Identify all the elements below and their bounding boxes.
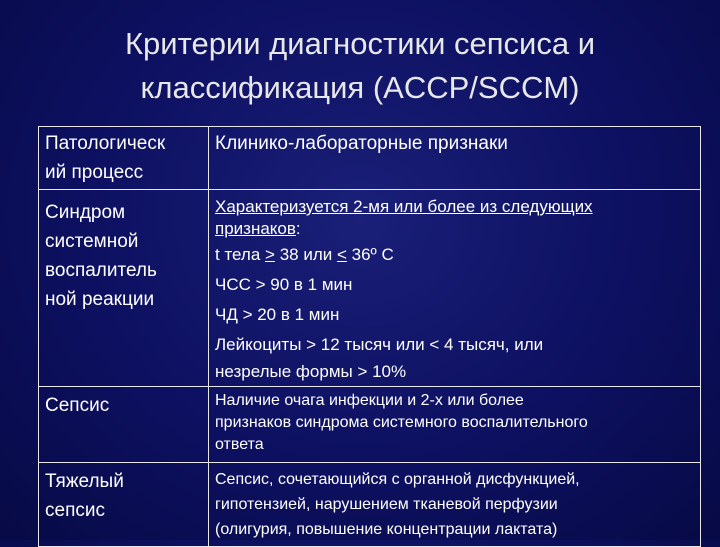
severe-sepsis-name-line-2: сепсис [45, 500, 105, 521]
sirs-intro-text-1: Характеризуется 2-мя или более из следующих [215, 197, 593, 216]
sirs-wbc-line-2: незрелые формы > 10% [215, 362, 407, 381]
header-cell-process [39, 127, 209, 190]
severe-sepsis-name-line-1: Тяжелый [45, 471, 124, 492]
sepsis-name: Сепсис [45, 395, 110, 416]
slide-title-line-1: Критерии диагностики сепсиса и [124, 26, 596, 61]
sirs-heart-rate: ЧСС > 90 в 1 мин [215, 275, 353, 294]
table-row-severe-sepsis [39, 463, 701, 547]
table-row-sirs [39, 190, 701, 387]
slide-title [0, 22, 720, 110]
severe-sepsis-name-cell [39, 463, 209, 547]
header-process-line-1: Патологическ [45, 133, 166, 154]
severe-sepsis-desc-line-1: Сепсис, сочетающийся с органной дисфункцией, [215, 471, 580, 488]
sirs-criteria-cell [209, 190, 701, 387]
temp-mid: 38 или [274, 245, 337, 264]
sirs-temperature [215, 240, 694, 270]
sirs-resp-rate: ЧД > 20 в 1 мин [215, 305, 340, 324]
temp-le-sign: < [336, 245, 347, 264]
sirs-intro-colon: : [295, 219, 301, 238]
slide-title-line-2: классификация (ACCP/SCCM) [140, 70, 580, 105]
sirs-wbc-line-1: Лейкоциты > 12 тысяч или < 4 тысяч, или [215, 335, 544, 354]
table-row-sepsis [39, 387, 701, 463]
sirs-name-line-2: системной [45, 231, 139, 252]
sepsis-name-cell [39, 387, 209, 463]
sepsis-desc-line-3: ответа [215, 436, 264, 453]
sirs-intro-line-1 [215, 196, 694, 218]
sirs-name-line-4: ной реакции [45, 289, 155, 310]
sirs-name-line-1: Синдром [45, 202, 126, 223]
sirs-intro-text-2: признаков [215, 219, 296, 238]
severe-sepsis-desc-cell [209, 463, 701, 547]
header-signs-label: Клинико-лабораторные признаки [215, 133, 508, 154]
sepsis-desc-cell [209, 387, 701, 463]
temp-suffix: 36º С [346, 245, 394, 264]
sepsis-desc-line-2: признаков синдрома системного воспалительного [215, 414, 588, 431]
criteria-table [38, 126, 701, 547]
header-process-line-2: ий процесс [45, 162, 144, 183]
header-cell-signs [209, 127, 701, 190]
temp-prefix: t тела [215, 245, 266, 264]
sirs-name-line-3: воспалитель [45, 260, 157, 281]
temp-ge-sign: > [265, 245, 275, 264]
table-header-row [39, 127, 701, 190]
sepsis-desc-line-1: Наличие очага инфекции и 2-х или более [215, 392, 524, 409]
sirs-name-cell [39, 190, 209, 387]
sirs-intro-line-2 [215, 218, 694, 240]
severe-sepsis-desc-line-2: гипотензией, нарушением тканевой перфузии [215, 496, 558, 513]
severe-sepsis-desc-line-3: (олигурия, повышение концентрации лактата) [215, 521, 558, 538]
